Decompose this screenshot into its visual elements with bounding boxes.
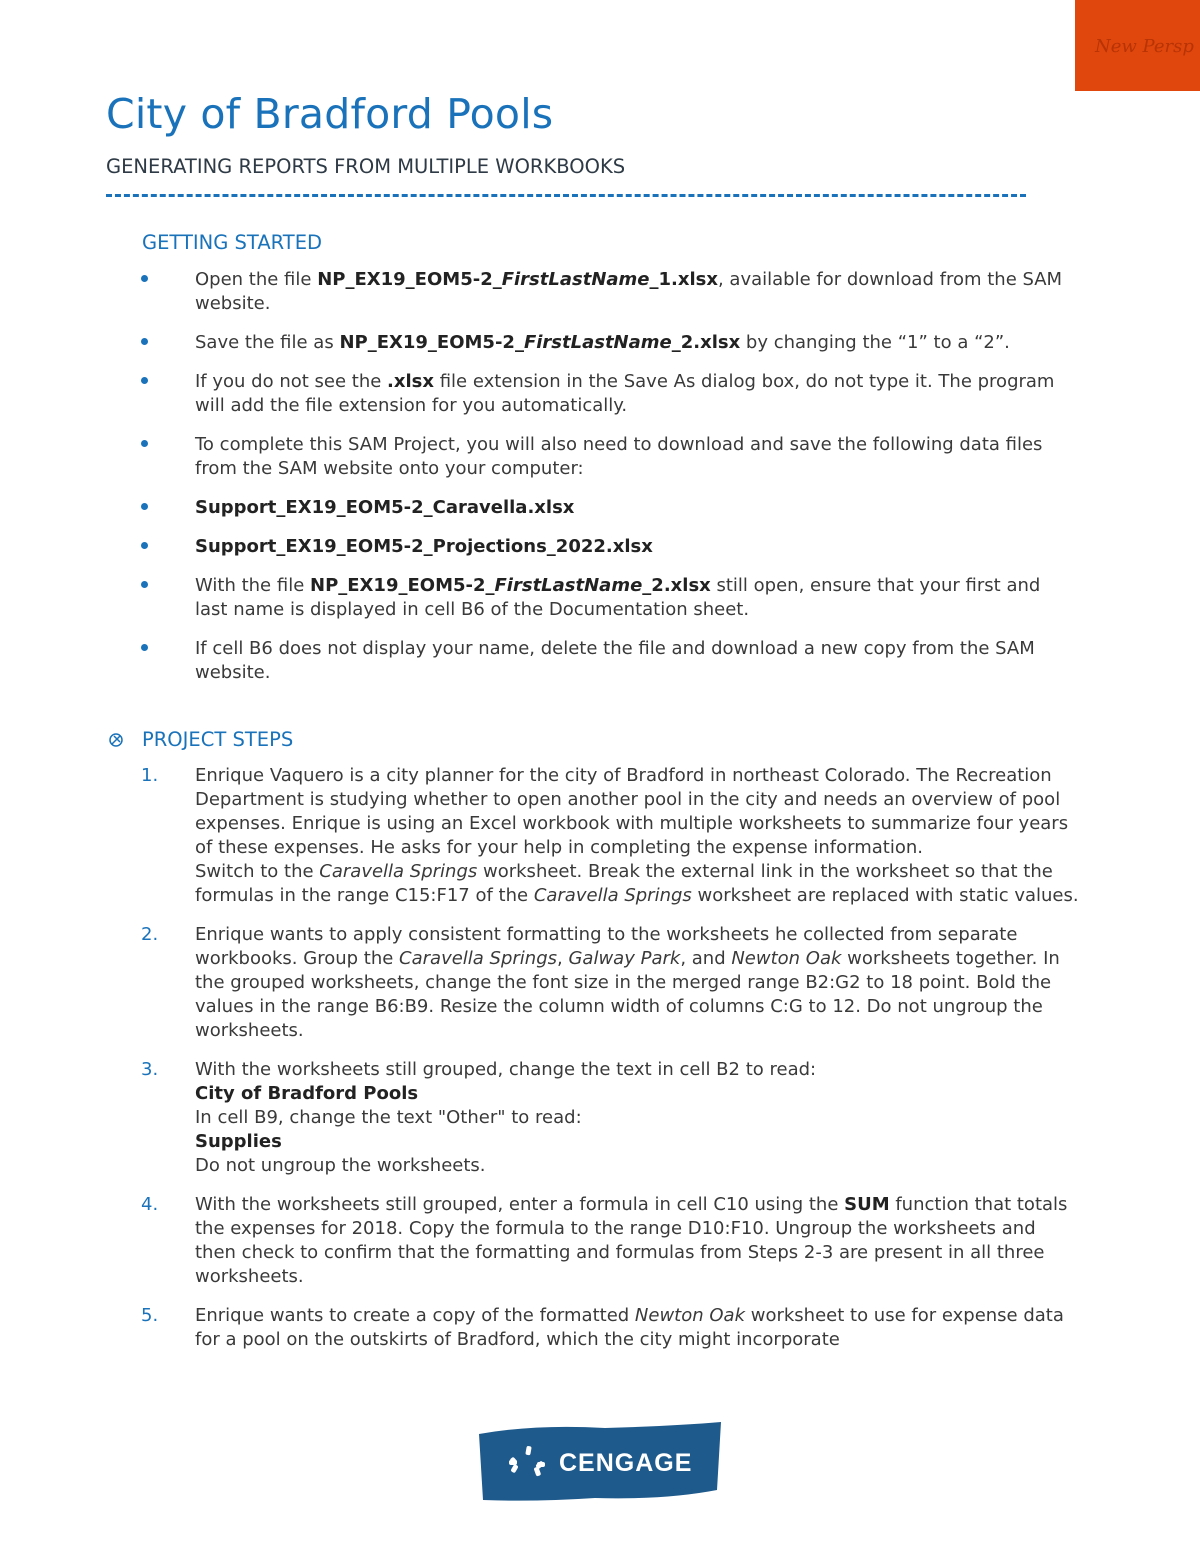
step-item: 3. With the worksheets still grouped, change the text in cell B2 to read: City of Bradford Pools In cell B9, change the text "Other" to read: Supplies Do not ungroup the worksheets. xyxy=(141,1059,817,1176)
step-item: 2. Enrique wants to apply consistent formatting to the worksheets he collected from separate workbooks. Group the Caravella Springs, Galway Park, and Newton Oak worksheets together. In the grouped worksheets, change the font size in the merged range B2:G2 to 18 point. Bold the values in the range B6:B9. Resize the column width of columns C:G to 12. Do not ungroup the worksheets. xyxy=(141,924,1060,1041)
bullet-icon xyxy=(141,542,148,549)
bullet-icon xyxy=(141,275,148,282)
project-steps-list xyxy=(0,764,1080,1367)
bullet-icon xyxy=(141,377,148,384)
bullet-icon xyxy=(141,503,148,510)
step-item: 4. With the worksheets still grouped, enter a formula in cell C10 using the SUM function that totals the expenses for 2018. Copy the formula to the range D10:F10. Ungroup the worksheets and then check to confirm that the formatting and formulas from Steps 2-3 are present in all three worksheets. xyxy=(141,1194,1068,1287)
step-number: 2. xyxy=(141,924,159,945)
getting-started-list xyxy=(0,268,1075,700)
bullet-icon xyxy=(141,338,148,345)
corner-tab-text: New Persp xyxy=(1095,36,1194,57)
step-number: 3. xyxy=(141,1059,159,1080)
list-item: With the file NP_EX19_EOM5-2_FirstLastName_2.xlsx still open, ensure that your first and last name is displayed in cell B6 of the Documentation sheet. xyxy=(0,574,1075,622)
bullet-icon xyxy=(141,440,148,447)
page-title: City of Bradford Pools xyxy=(106,90,554,138)
dashed-divider xyxy=(106,194,1026,197)
getting-started-heading: GETTING STARTED xyxy=(142,231,323,254)
list-item: To complete this SAM Project, you will also need to download and save the following data files from the SAM website onto your computer: xyxy=(0,433,1075,481)
list-item: Support_EX19_EOM5-2_Projections_2022.xlsx xyxy=(0,535,1075,559)
project-steps-heading: PROJECT STEPS xyxy=(142,728,294,751)
step-number: 4. xyxy=(141,1194,159,1215)
step-item: 5. Enrique wants to create a copy of the formatted Newton Oak worksheet to use for expense data for a pool on the outskirts of Bradford, which the city might incorporate xyxy=(141,1305,1064,1350)
list-item: If you do not see the .xlsx file extension in the Save As dialog box, do not type it. The program will add the file extension for you automatically. xyxy=(0,370,1075,418)
corner-tab xyxy=(1075,0,1200,91)
bullet-icon xyxy=(141,581,148,588)
list-item: Save the file as NP_EX19_EOM5-2_FirstLastName_2.xlsx by changing the “1” to a “2”. xyxy=(0,331,1075,355)
list-item: Support_EX19_EOM5-2_Caravella.xlsx xyxy=(0,496,1075,520)
step-number: 5. xyxy=(141,1305,159,1326)
step-item: 1. Enrique Vaquero is a city planner for the city of Bradford in northeast Colorado. The Recreation Department is studying whether to open another pool in the city and needs an overview of pool expenses. Enrique is using an Excel workbook with multiple worksheets to summarize four years of these expenses. He asks for your help in completing the expense information. Switch to the Caravella Springs worksheet. Break the external link in the worksheet so that the formulas in the range C15:F17 of the Caravella Springs worksheet are replaced with static values. xyxy=(141,765,1079,906)
bullet-icon xyxy=(141,644,148,651)
page-subtitle: GENERATING REPORTS FROM MULTIPLE WORKBOOKS xyxy=(106,155,626,178)
list-item: Open the file NP_EX19_EOM5-2_FirstLastName_1.xlsx, available for download from the SAM website. xyxy=(0,268,1075,316)
step-number: 1. xyxy=(141,765,159,786)
pin-icon xyxy=(108,732,124,748)
list-item: If cell B6 does not display your name, delete the file and download a new copy from the SAM website. xyxy=(0,637,1075,685)
cengage-logo xyxy=(475,1420,725,1504)
cengage-logo-text: CENGAGE xyxy=(559,1449,693,1477)
